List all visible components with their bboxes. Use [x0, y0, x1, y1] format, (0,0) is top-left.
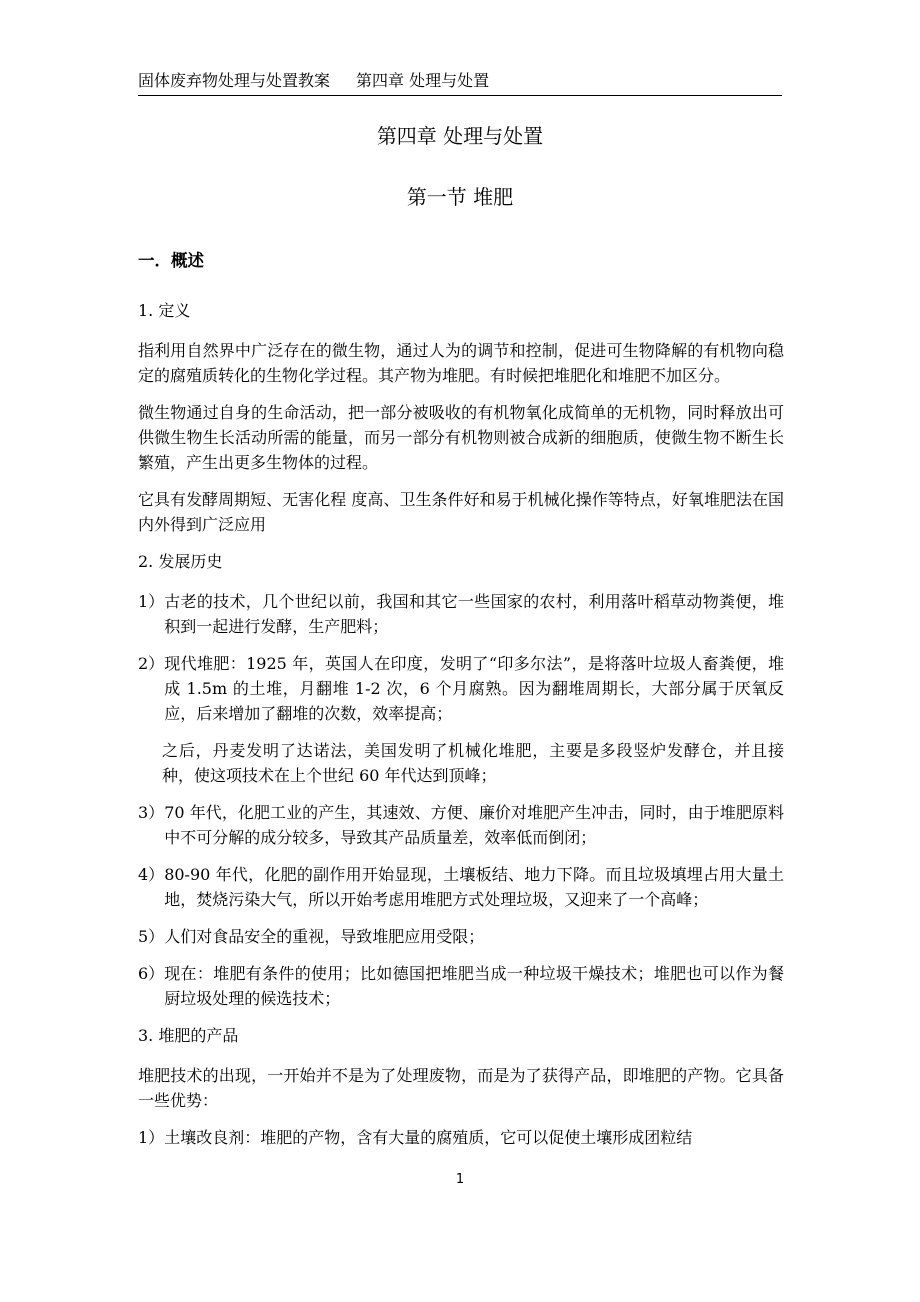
list-text: 70 年代，化肥工业的产生，其速效、方便、廉价对堆肥产生冲击，同时，由于堆肥原料中不可分解的成分较多，导致其产品质量差，效率低而倒闭； — [164, 803, 784, 847]
definition-paragraph-3: 它具有发酵周期短、无害化程 度高、卫生条件好和易于机械化操作等特点，好氧堆肥法在国内外得到广泛应用 — [138, 490, 784, 534]
definition-paragraph-1: 指利用自然界中广泛存在的微生物，通过人为的调节和控制，促进可生物降解的有机物向稳定的腐殖质转化的生物化学过程。其产物为堆肥。有时候把堆肥化和堆肥不加区分。 — [138, 341, 784, 385]
products-item-1 — [138, 1125, 784, 1150]
list-text: 80-90 年代，化肥的副作用开始显现，土壤板结、地力下降。而且垃圾填埋占用大量土地，焚烧污染大气，所以开始考虑用堆肥方式处理垃圾，又迎来了一个高峰； — [164, 865, 784, 909]
list-text: 人们对食品安全的重视，导致堆肥应用受限； — [164, 927, 485, 946]
page-number: 1 — [455, 1172, 465, 1187]
products-paragraph: 堆肥技术的出现，一开始并不是为了处理废物，而是为了获得产品，即堆肥的产物。它具备一些优势： — [138, 1066, 784, 1110]
history-item-5 — [138, 924, 784, 949]
document-body — [138, 248, 784, 1162]
list-number: 6） — [138, 964, 165, 983]
history-item-2 — [138, 651, 784, 726]
heading-overview: 一．概述 — [138, 251, 204, 270]
list-number: 5） — [138, 927, 165, 946]
chapter-title: 第四章 处理与处置 — [376, 124, 544, 148]
history-item-3 — [138, 800, 784, 850]
list-number: 1） — [138, 1128, 165, 1147]
section-title: 第一节 堆肥 — [406, 185, 514, 209]
definition-paragraph-2: 微生物通过自身的生命活动，把一部分被吸收的有机物氧化成简单的无机物，同时释放出可供微生物生长活动所需的能量，而另一部分有机物则被合成新的细胞质，使微生物不断生长繁殖，产生出更多生物体的过程。 — [138, 403, 784, 472]
header-chapter: 第四章 处理与处置 — [356, 71, 490, 90]
list-text: 土壤改良剂：堆肥的产物，含有大量的腐殖质，它可以促使土壤形成团粒结 — [164, 1128, 693, 1147]
list-number: 1） — [138, 592, 165, 611]
history-item-2-continuation: 之后，丹麦发明了达诺法，美国发明了机械化堆肥，主要是多段竖炉发酵仓，并且接种，使这项技术在上个世纪 60 年代达到顶峰； — [162, 741, 784, 785]
subheading-definition: 1. 定义 — [138, 301, 191, 320]
header-course-title: 固体废弃物处理与处置教案 — [138, 71, 331, 90]
list-text: 古老的技术，几个世纪以前，我国和其它一些国家的农村，利用落叶稻草动物粪便，堆积到一起进行发酵，生产肥料； — [164, 592, 784, 636]
list-number: 2） — [138, 654, 165, 673]
page-header — [138, 70, 782, 96]
subheading-history: 2. 发展历史 — [138, 552, 223, 571]
history-item-1 — [138, 589, 784, 639]
history-item-6 — [138, 961, 784, 1011]
list-text: 现在：堆肥有条件的使用；比如德国把堆肥当成一种垃圾干燥技术；堆肥也可以作为餐厨垃圾处理的候选技术； — [164, 964, 784, 1008]
list-number: 4） — [138, 865, 165, 884]
history-item-4 — [138, 862, 784, 912]
list-number: 3） — [138, 803, 165, 822]
subheading-products: 3. 堆肥的产品 — [138, 1026, 239, 1045]
list-text: 现代堆肥：1925 年，英国人在印度，发明了“印多尔法”，是将落叶垃圾人畜粪便，堆成 1.5m 的土堆，月翻堆 1-2 次，6 个月腐熟。因为翻堆周期长，大部分属于厌氧反应，后来增加了翻堆的次数，效率提高； — [164, 654, 784, 723]
